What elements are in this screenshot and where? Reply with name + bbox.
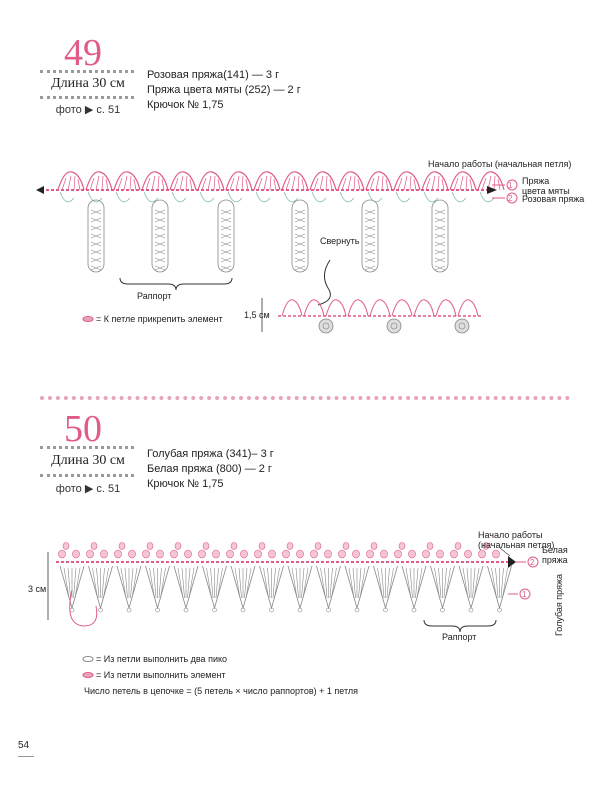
picot — [115, 550, 122, 558]
white-line1: Белая — [542, 545, 568, 555]
picot — [325, 550, 332, 558]
marker-num-2: 2 — [530, 558, 535, 567]
picot — [101, 550, 108, 558]
picot — [283, 550, 290, 558]
start-line2: (начальная петля) — [478, 540, 555, 550]
picot — [311, 550, 318, 558]
height-label-49: 1,5 см — [244, 310, 270, 320]
legend-text-49: = К петле прикрепить элемент — [96, 314, 223, 324]
picot-row — [59, 543, 500, 559]
material-item: Крючок № 1,75 — [147, 99, 224, 111]
picot — [227, 550, 234, 558]
repeat-bracket — [424, 620, 496, 632]
picot — [409, 550, 416, 558]
photo-label: фото — [55, 104, 82, 116]
picot — [87, 550, 94, 558]
picot-top — [259, 543, 265, 550]
formula-text: Число петель в цепочке = (5 петель × число раппортов) + 1 петля — [84, 686, 358, 696]
page-number-rule — [18, 756, 34, 757]
picot-top — [343, 543, 349, 550]
picot — [353, 550, 360, 558]
picot — [465, 550, 472, 558]
start-label-49: Начало работы (начальная петля) — [428, 159, 572, 169]
picot — [241, 550, 248, 558]
picot-top — [399, 543, 405, 550]
picot-top — [287, 543, 293, 550]
picot — [381, 550, 388, 558]
picot — [269, 550, 276, 558]
material-item: Крючок № 1,75 — [147, 478, 224, 490]
picot — [185, 550, 192, 558]
picot — [367, 550, 374, 558]
photo-page: с. 51 — [96, 104, 121, 116]
yarn-pink-label: Розовая пряжа — [522, 194, 585, 204]
picot-top — [371, 543, 377, 550]
length-label-49: Длина 30 см — [51, 76, 125, 91]
repeat-label-50: Раппорт — [442, 632, 477, 642]
picot — [297, 550, 304, 558]
legend-text-picot: = Из петли выполнить два пико — [96, 654, 228, 664]
legend-text-element: = Из петли выполнить элемент — [96, 670, 226, 680]
photo-page: с. 51 — [96, 483, 121, 495]
height-label-50: 3 см — [28, 584, 47, 594]
pattern-number-49: 49 — [64, 32, 102, 74]
marker-num-1: 1 — [508, 181, 513, 190]
fan-row — [60, 566, 512, 612]
page-number: 54 — [18, 740, 30, 751]
material-item: Голубая пряжа (341)– 3 г — [147, 448, 274, 460]
material-item: Розовая пряжа(141) — 3 г — [147, 69, 280, 81]
marker-num-2: 2 — [508, 194, 513, 203]
picot-top — [231, 543, 237, 550]
marker-num-1: 1 — [522, 590, 527, 599]
picot — [493, 550, 500, 558]
legend-oval-icon — [83, 657, 93, 662]
picot-top — [455, 543, 461, 550]
blue-yarn-label: Голубая пряжа — [554, 574, 564, 636]
picot-top — [315, 543, 321, 550]
material-item: Пряжа цвета мяты (252) — 2 г — [147, 84, 301, 96]
picot-top — [427, 543, 433, 550]
yarn-mint-line2: цвета мяты — [522, 186, 570, 196]
picot-top — [91, 543, 97, 550]
picot — [199, 550, 206, 558]
legend-oval-pink-icon — [83, 673, 93, 678]
picot — [143, 550, 150, 558]
picot — [395, 550, 402, 558]
white-line2: пряжа — [542, 555, 568, 565]
yarn-mint-line1: Пряжа — [522, 176, 550, 186]
start-arrow-icon — [508, 556, 516, 568]
arrow-right-icon: ▶ — [84, 483, 94, 495]
picot — [59, 550, 66, 558]
picot — [423, 550, 430, 558]
picot — [479, 550, 486, 558]
start-line1: Начало работы — [478, 530, 543, 540]
repeat-label-49: Раппорт — [137, 291, 172, 301]
picot — [171, 550, 178, 558]
picot — [157, 550, 164, 558]
picot — [451, 550, 458, 558]
picot — [213, 550, 220, 558]
picot — [437, 550, 444, 558]
picot-top — [147, 543, 153, 550]
roll-label: Свернуть — [320, 236, 360, 246]
picot-top — [63, 543, 69, 550]
picot-top — [175, 543, 181, 550]
arrow-right-icon: ▶ — [84, 104, 94, 116]
picot — [73, 550, 80, 558]
picot-top — [119, 543, 125, 550]
picot — [129, 550, 136, 558]
pattern-number-50: 50 — [64, 408, 102, 450]
picot — [255, 550, 262, 558]
material-item: Белая пряжа (800) — 2 г — [147, 463, 272, 475]
picot-top — [203, 543, 209, 550]
picot — [339, 550, 346, 558]
photo-label: фото — [55, 483, 82, 495]
length-label-50: Длина 30 см — [51, 453, 125, 468]
